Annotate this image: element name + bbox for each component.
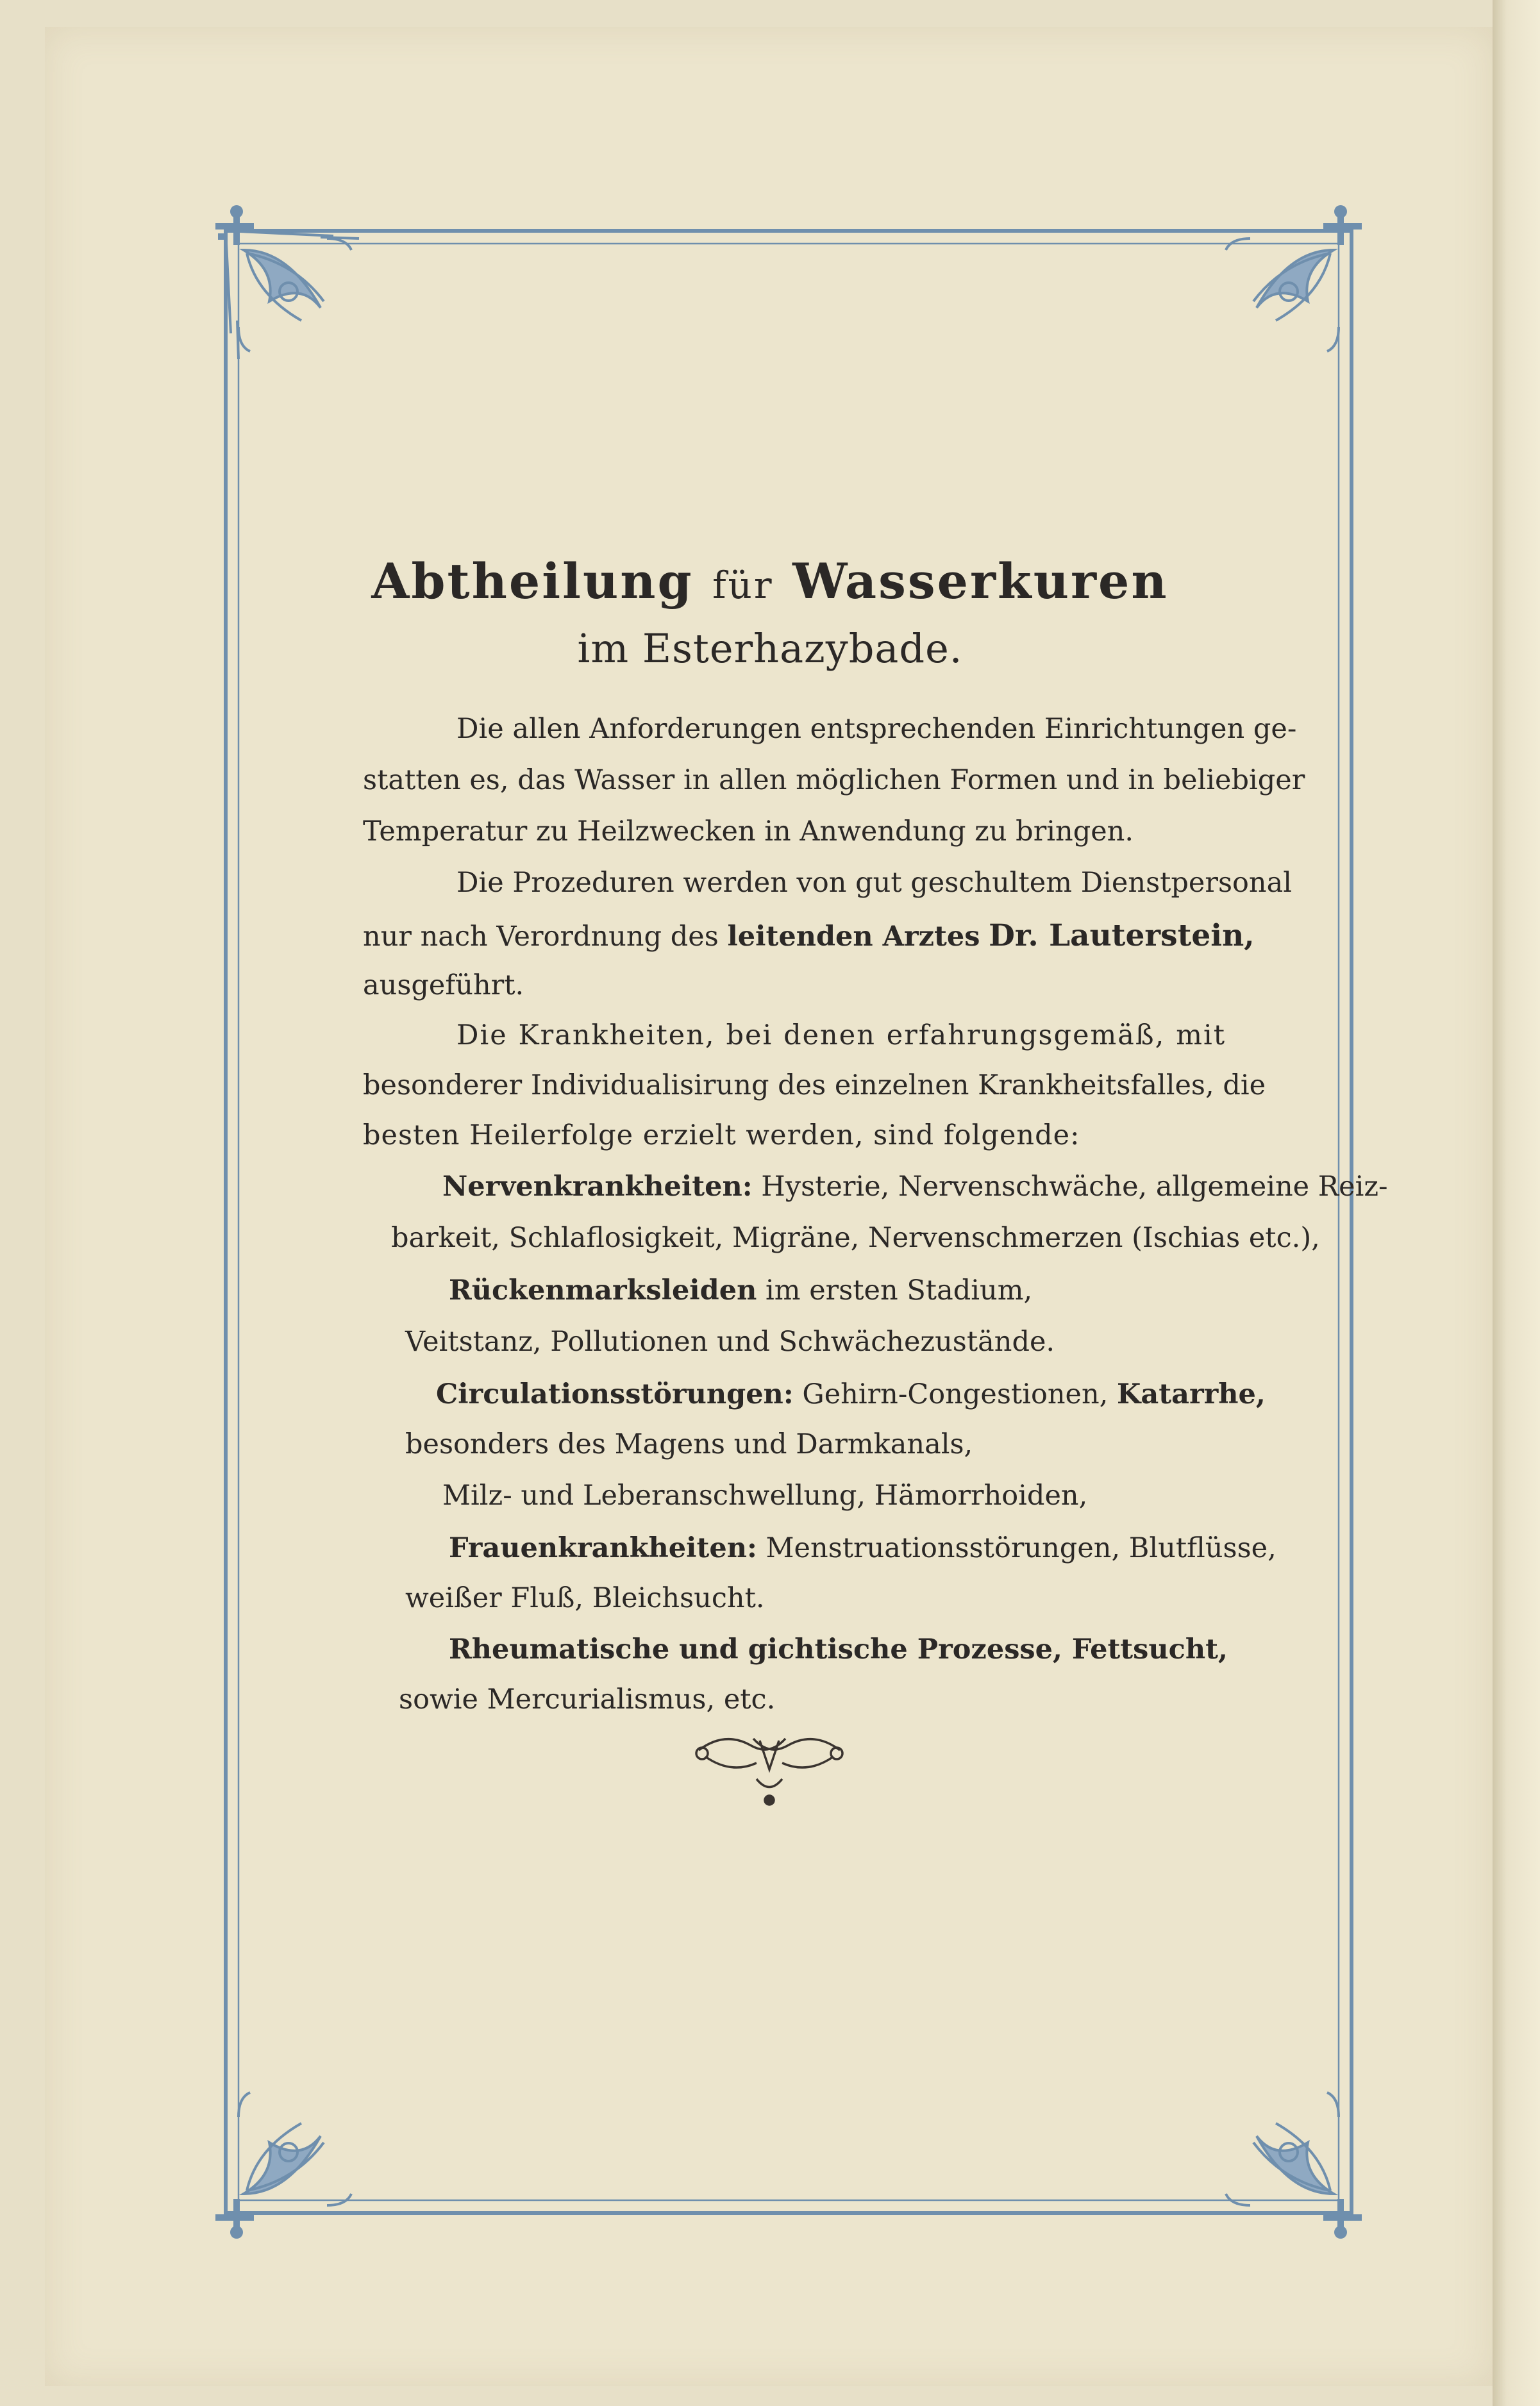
list-rueckenmark <box>449 1274 1032 1307</box>
list-circulation <box>436 1378 1266 1410</box>
para2-line2-text: nur nach Verordnung des <box>363 921 719 953</box>
corner-cross-top-right <box>1323 205 1362 245</box>
para2-doctor-name: Dr. Lauterstein, <box>989 918 1255 953</box>
para3-line2: besonderer Individualisirung des einzelnen Krankheitsfalles, die <box>363 1069 1266 1101</box>
list-rueck-line2: Veitstanz, Pollutionen und Schwächezustände. <box>405 1326 1055 1358</box>
corner-ornament-bottom-right <box>1226 2093 1339 2205</box>
list-rueck-label: Rückenmarksleiden <box>449 1274 757 1307</box>
list-circ-katarrhe: Katarrhe, <box>1117 1378 1266 1410</box>
corner-cross-bottom-left <box>215 2199 254 2239</box>
para1-line2: statten es, das Wasser in allen möglichen Formen und in beliebiger <box>363 764 1305 796</box>
list-frauen-rest: Menstruationsstörungen, Blutflüsse, <box>766 1532 1276 1564</box>
para2-line2 <box>363 918 1255 953</box>
para2-line2-arztes: leitenden Arztes <box>727 921 980 953</box>
list-rueck-rest: im ersten Stadium, <box>766 1274 1033 1307</box>
list-circ-label: Circulationsstörungen: <box>436 1378 794 1410</box>
list-milz: Milz- und Leberanschwellung, Hämorrhoiden, <box>442 1480 1088 1512</box>
list-circ-line2: besonders des Magens und Darmkanals, <box>405 1428 973 1460</box>
list-nerv-line2: barkeit, Schlaflosigkeit, Migräne, Nervenschmerzen (Ischias etc.), <box>391 1222 1320 1254</box>
list-frauen-line2: weißer Fluß, Bleichsucht. <box>405 1582 765 1614</box>
list-nerv-label: Nervenkrankheiten: <box>442 1171 753 1203</box>
para1-line1: Die allen Anforderungen entsprechenden Einrichtungen ge- <box>456 713 1297 745</box>
para3-line1: Die Krankheiten, bei denen erfahrungsgemäß, mit <box>456 1019 1226 1051</box>
list-circ-rest: Gehirn-Congestionen, <box>802 1378 1109 1410</box>
corner-ornament-top-right <box>1226 238 1339 351</box>
list-frauenkrankheiten <box>449 1532 1276 1564</box>
para2-line3: ausgeführt. <box>363 969 524 1001</box>
corner-ornament-bottom-left <box>239 2093 351 2205</box>
corner-ornament-top-left <box>226 231 359 359</box>
list-frauen-label: Frauenkrankheiten: <box>449 1532 757 1564</box>
para3-line3: besten Heilerfolge erzielt werden, sind folgende: <box>363 1119 1080 1151</box>
heading-word-abtheilung: Abtheilung <box>371 553 694 610</box>
para2-line1: Die Prozeduren werden von gut geschultem Dienstpersonal <box>456 867 1292 899</box>
list-nervenkrankheiten <box>442 1171 1388 1203</box>
heading-line-1 <box>0 553 1540 610</box>
heading-word-fuer: für <box>712 564 774 607</box>
corner-cross-top-left <box>215 205 254 245</box>
heading-line-2: im Esterhazybade. <box>577 625 963 672</box>
list-rheuma-line2: sowie Mercurialismus, etc. <box>399 1683 776 1716</box>
corner-cross-bottom-right <box>1323 2199 1362 2239</box>
heading-word-wasserkuren: Wasserkuren <box>792 553 1169 610</box>
para1-line3: Temperatur zu Heilzwecken in Anwendung zu bringen. <box>363 815 1134 848</box>
list-rheuma: Rheumatische und gichtische Prozesse, Fettsucht, <box>449 1633 1228 1666</box>
list-nerv-rest: Hysterie, Nervenschwäche, allgemeine Reiz- <box>761 1171 1388 1203</box>
vignette-ornament <box>696 1739 842 1805</box>
